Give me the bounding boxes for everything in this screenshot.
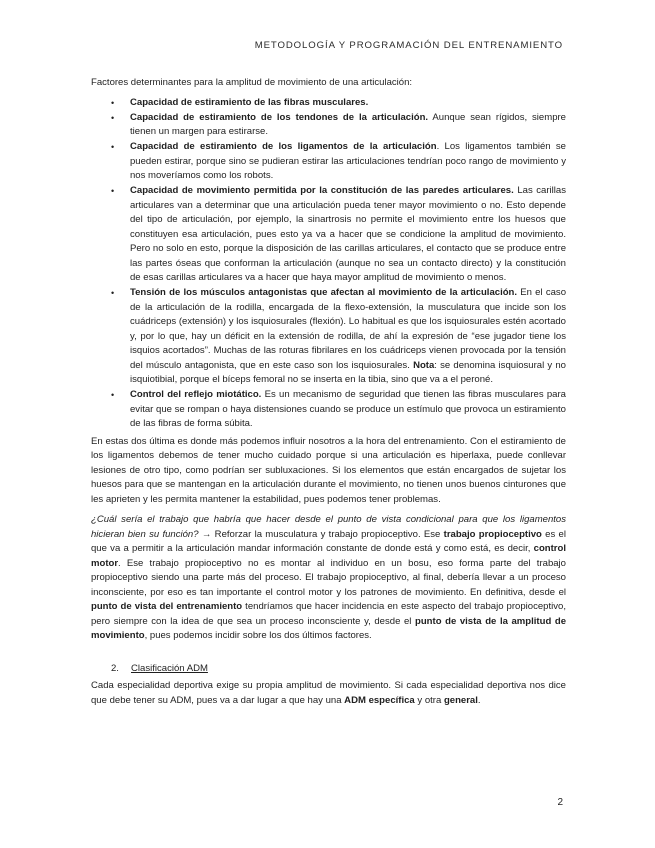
page-number: 2 (557, 797, 563, 808)
bullet-icon: • (111, 186, 115, 196)
body-paragraph: En estas dos última es donde más podemos influir nosotros a la hora del entrenamiento. Con el estiramiento de los ligamentos debemos de tener mucho cuidado porque si una articulación es hiperlaxa, puede conllevar lesiones de otro tipo, como podrían ser subluxaciones. Si los elementos que están encargados de sujetar los huesos para que se mantengan en la articulación durante el movimiento, no tienen unos buenos cinturones que les aprieten y les permita mantener la estabilidad, pues podemos tener problemas. (91, 435, 566, 505)
bullet-icon: • (111, 97, 115, 108)
list-item (91, 96, 566, 111)
list-item (91, 140, 566, 184)
list-item-heading: Control del reflejo miotático. (130, 389, 262, 400)
body-paragraph: ¿Cuál sería el trabajo que habría que hacer desde el punto de vista condicional para que los ligamentos hicieran bien su función? → Reforzar la musculatura y trabajo propioceptivo. Ese trabajo propioceptivo es el que va a permitir a la articulación mandar información constante de donde está y como está, es decir, control motor. Ese trabajo propioceptivo no es montar al individuo en un bosu, eso forma parte del trabajo propioceptivo siendo una parte más del proceso. El trabajo propioceptivo, al final, debería llevar a un proceso inconsciente, por eso es tan importante el control motor y los patrones de movimiento. En definitiva, desde el punto de vista del entrenamiento tendríamos que hacer incidencia en este aspecto del trabajo propioceptivo, pero siempre con la idea de que sea un proceso inconsciente y, desde el punto de vista de la amplitud de movimiento, pues podemos incidir sobre los dos últimos factores. (91, 514, 567, 641)
list-item-heading: Tensión de los músculos antagonistas que afectan al movimiento de la articulación. (130, 287, 518, 298)
section-title: Clasificación ADM (131, 662, 208, 674)
list-item-heading: Capacidad de movimiento permitida por la constitución de las paredes articulares. (130, 185, 514, 196)
section-heading (111, 662, 566, 677)
intro-paragraph: Factores determinantes para la amplitud de movimiento de una articulación: (91, 77, 413, 88)
list-item-heading: Capacidad de estiramiento de los ligamentos de la articulación (130, 141, 437, 152)
list-item-text: . Los ligamentos también se pueden estirar, porque sino se pudieran estirar las articulaciones tendrían poco rango de movimiento y nos moveríamos como los robots. (130, 141, 566, 181)
list-item-text: Es un mecanismo de seguridad que tienen las fibras musculares para evitar que se rompan o haya distensiones cuando se produce un estímulo que provoca un estiramiento de las fibras de forma súbita. (130, 389, 566, 429)
list-item-text: Las carillas articulares van a determinar que una articulación pueda tener mayor movimiento o no. Esto depende del tipo de articulación, por ejemplo, la sinartrosis no permite el movimiento entre los huesos que constituyen esa articulación, pues esto ya va a hacer que se condicione la amplitud de movimiento. Pero no solo en esto, porque la disposición de las carillas articulares, el contacto que se produce entre las partes óseas que conforman la articulación (aunque no sea un contacto directo) y la constitución de esas carillas articulares va a hacer que haya mayor amplitud de movimiento o menos. (130, 185, 566, 283)
note-text: : se denomina isquiosural y no isquiotibial, porque el bíceps femoral no se inserta en la tibia, sino que va a el peroné. (130, 359, 566, 385)
bullet-icon: • (111, 112, 115, 123)
bullet-icon: • (111, 390, 115, 400)
body-paragraph: Cada especialidad deportiva exige su propia amplitud de movimiento. Si cada especialidad deportiva nos dice que debe tener su ADM, pues va a dar lugar a que hay una ADM específica y otra general. (91, 680, 566, 706)
page-header: METODOLOGÍA Y PROGRAMACIÓN DEL ENTRENAMIENTO (254, 40, 563, 51)
list-item-text: Aunque sean rígidos, siempre tienen un margen para estirarse. (130, 111, 566, 137)
list-item (91, 184, 566, 286)
bullet-icon: • (111, 288, 115, 298)
note-label: Nota (413, 359, 435, 371)
list-item-heading: Capacidad de estiramiento de los tendones de la articulación. (130, 111, 429, 123)
page-content (91, 76, 566, 708)
question-text: ¿Cuál sería el trabajo que habría que hacer desde el punto de vista condicional para que los ligamentos hicieran bien su función? (91, 514, 566, 540)
list-item (91, 388, 566, 432)
factors-list (91, 96, 566, 432)
list-item-text: En el caso de la articulación de la rodilla, encargada de la flexo-extensión, la musculatura que incide son los cuádriceps (extensión) y los isquiosurales (flexión). Lo habitual es que los isquiosurales estén acortado y, por lo que, hay un déficit en la extensión de rodilla, de ahí la expresión de “ese jugador tiene los isquios acortados”. Muchas de las roturas fibrilares en los cuádriceps vienen provocada por la tensión del músculo antagonista, que en este caso son los isquiosurales. (130, 287, 566, 371)
list-item (91, 111, 566, 140)
bullet-icon: • (111, 142, 115, 152)
section-number: 2. (111, 662, 119, 674)
list-item-heading: Capacidad de estiramiento de las fibras musculares. (130, 96, 369, 108)
list-item (91, 286, 566, 388)
